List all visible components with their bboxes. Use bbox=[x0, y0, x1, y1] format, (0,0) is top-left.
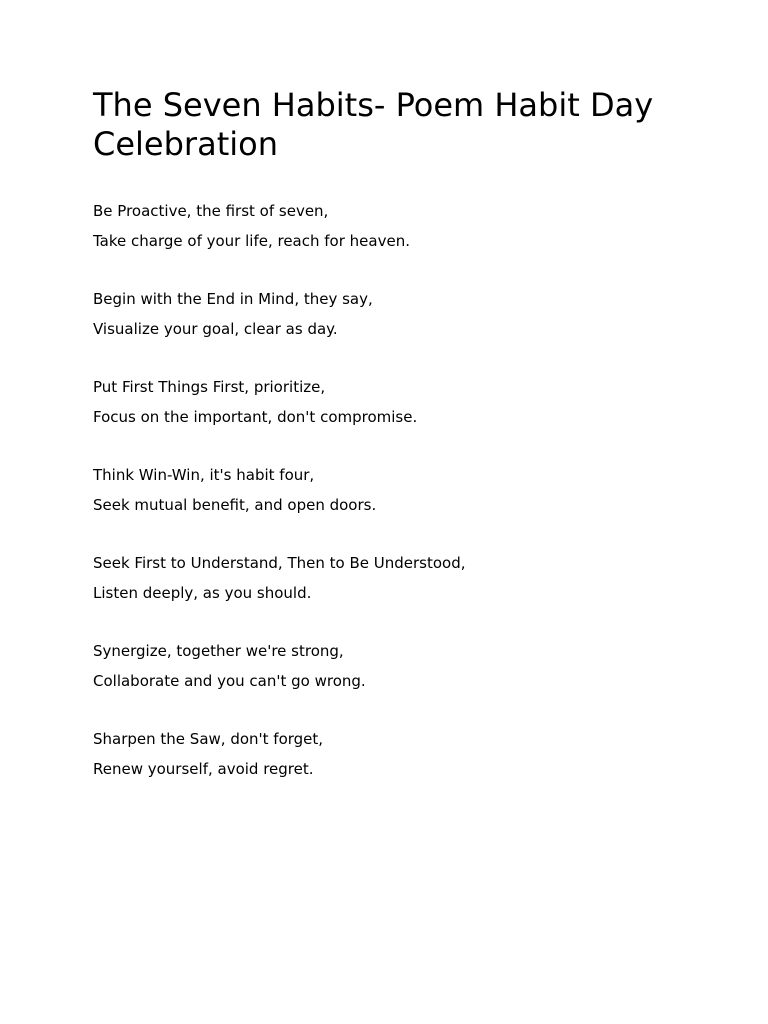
poem-line: Listen deeply, as you should. bbox=[93, 583, 312, 602]
poem-body bbox=[93, 197, 693, 784]
stanza-5 bbox=[93, 549, 693, 608]
stanza-1 bbox=[93, 197, 693, 256]
stanza-4 bbox=[93, 461, 693, 520]
stanza-6 bbox=[93, 637, 693, 696]
poem-line: Put First Things First, prioritize, bbox=[93, 378, 326, 396]
poem-line: Collaborate and you can't go wrong. bbox=[93, 671, 366, 690]
poem-line: Begin with the End in Mind, they say, bbox=[93, 290, 373, 308]
poem-line: Focus on the important, don't compromise. bbox=[93, 407, 418, 426]
document-title: The Seven Habits- Poem Habit Day Celebration bbox=[93, 86, 654, 163]
poem-line: Synergize, together we're strong, bbox=[93, 642, 344, 660]
poem-line: Be Proactive, the first of seven, bbox=[93, 202, 329, 220]
poem-line: Renew yourself, avoid regret. bbox=[93, 759, 314, 778]
stanza-3 bbox=[93, 373, 693, 432]
poem-line: Take charge of your life, reach for heaven. bbox=[93, 231, 410, 250]
poem-line: Seek mutual benefit, and open doors. bbox=[93, 495, 377, 514]
poem-line: Think Win-Win, it's habit four, bbox=[93, 466, 315, 484]
poem-line: Seek First to Understand, Then to Be Understood, bbox=[93, 554, 466, 572]
stanza-2 bbox=[93, 285, 693, 344]
stanza-7 bbox=[93, 725, 693, 784]
poem-line: Sharpen the Saw, don't forget, bbox=[93, 730, 324, 748]
document-page bbox=[93, 86, 693, 813]
poem-line: Visualize your goal, clear as day. bbox=[93, 319, 338, 338]
